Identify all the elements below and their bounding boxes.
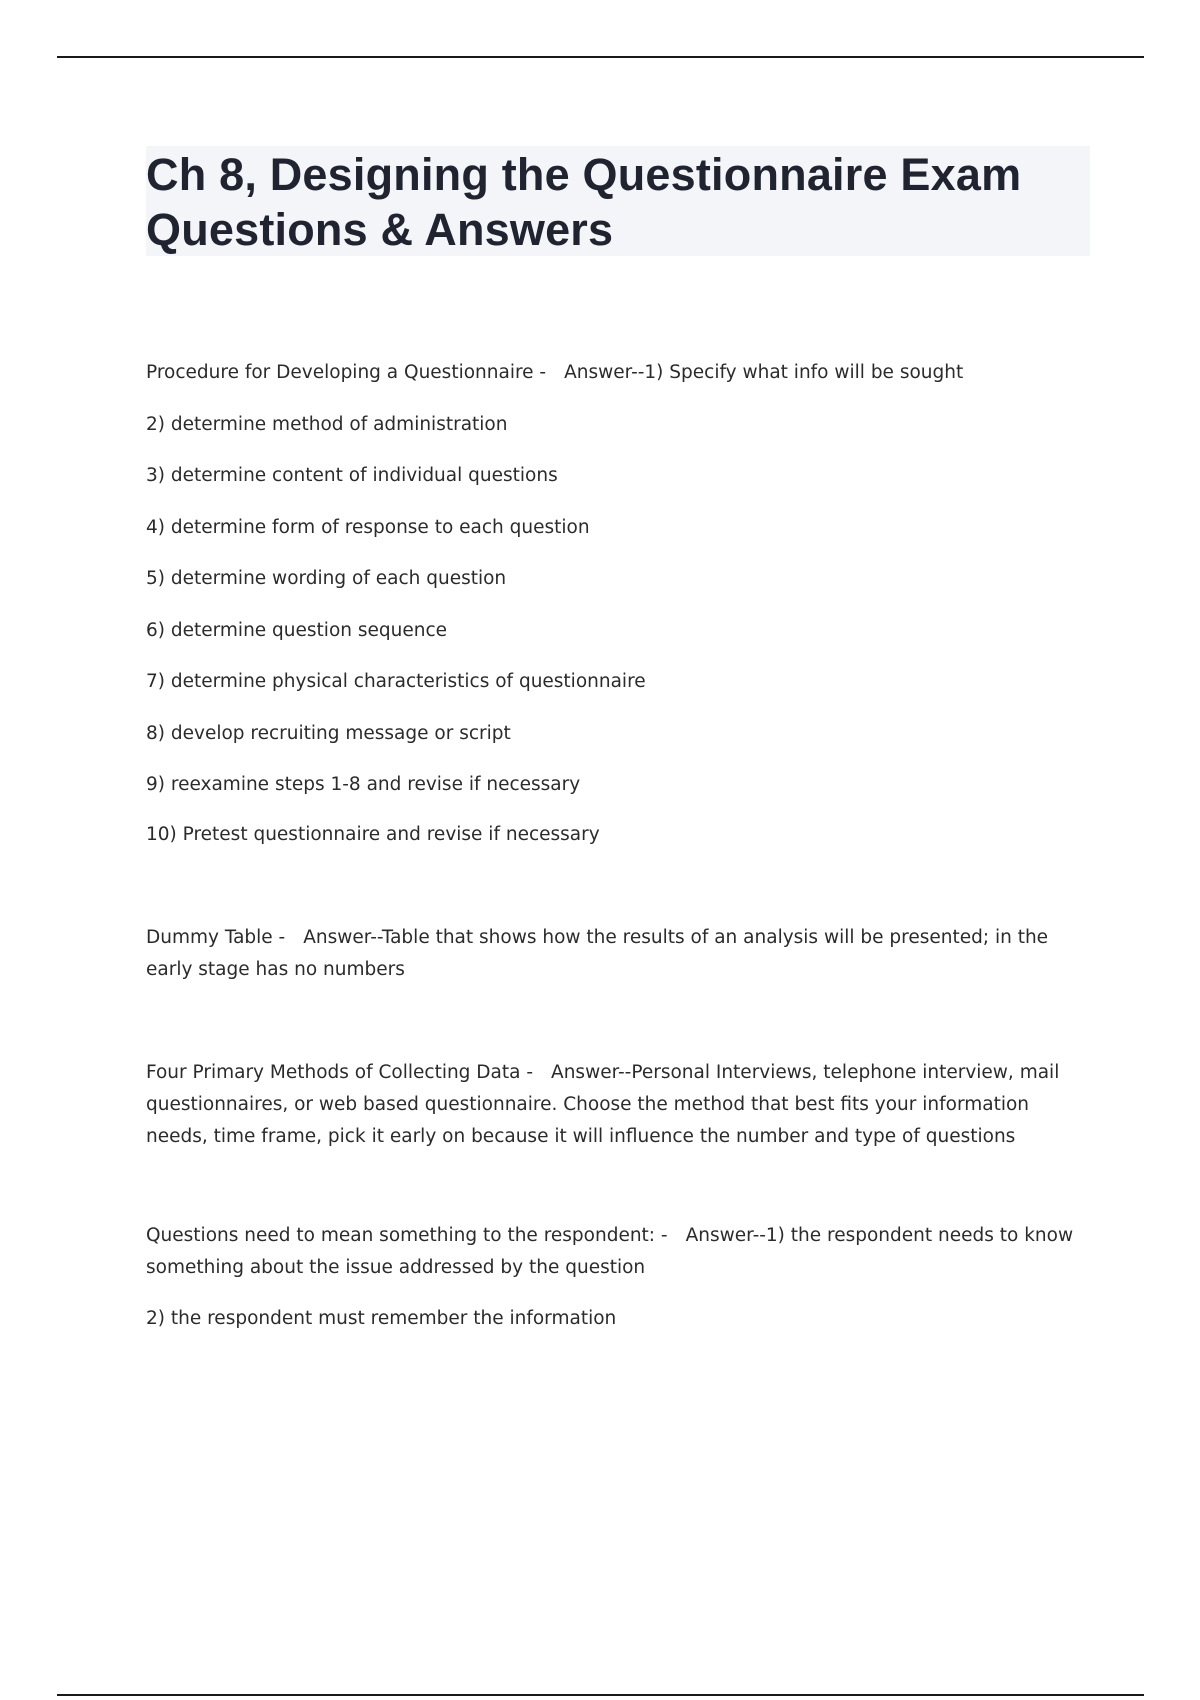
answer-line: 10) Pretest questionnaire and revise if necessary bbox=[146, 824, 600, 845]
qa-item-collecting-data bbox=[146, 1057, 1091, 1153]
answer-text: Answer--Table that shows how the results of an analysis will be presented; in the early stage has no numbers bbox=[146, 927, 1049, 980]
qa-item-procedure bbox=[146, 357, 963, 389]
qa-item-respondent bbox=[146, 1220, 1091, 1284]
answer-line: 6) determine question sequence bbox=[146, 620, 448, 641]
answer-text: Answer--1) the respondent needs to know something about the issue addressed by the question bbox=[146, 1225, 1074, 1278]
question-text: Procedure for Developing a Questionnaire - bbox=[146, 362, 547, 383]
question-text: Questions need to mean something to the respondent: - bbox=[146, 1225, 668, 1246]
answer-text: Answer--Personal Interviews, telephone interview, mail questionnaires, or web based questionnaire. Choose the method that best fits your information needs, time frame, pick it early on because it will influence the number and type of questions bbox=[146, 1062, 1060, 1147]
bottom-rule bbox=[57, 1694, 1144, 1696]
answer-line: 5) determine wording of each question bbox=[146, 568, 507, 589]
answer-line: 4) determine form of response to each question bbox=[146, 517, 590, 538]
answer-line: 2) the respondent must remember the information bbox=[146, 1308, 617, 1329]
qa-item-dummy-table bbox=[146, 922, 1091, 986]
top-rule bbox=[57, 56, 1144, 58]
answer-line: 3) determine content of individual questions bbox=[146, 465, 558, 486]
question-text: Dummy Table - bbox=[146, 927, 286, 948]
document-title: Ch 8, Designing the Questionnaire Exam Questions & Answers bbox=[146, 149, 1022, 255]
answer-text: Answer--1) Specify what info will be sought bbox=[564, 362, 964, 383]
answer-line: 8) develop recruiting message or script bbox=[146, 723, 511, 744]
answer-line: 7) determine physical characteristics of questionnaire bbox=[146, 671, 646, 692]
question-text: Four Primary Methods of Collecting Data - bbox=[146, 1062, 534, 1083]
title-block bbox=[146, 146, 1090, 256]
answer-line: 9) reexamine steps 1-8 and revise if necessary bbox=[146, 774, 581, 795]
answer-line: 2) determine method of administration bbox=[146, 414, 508, 435]
